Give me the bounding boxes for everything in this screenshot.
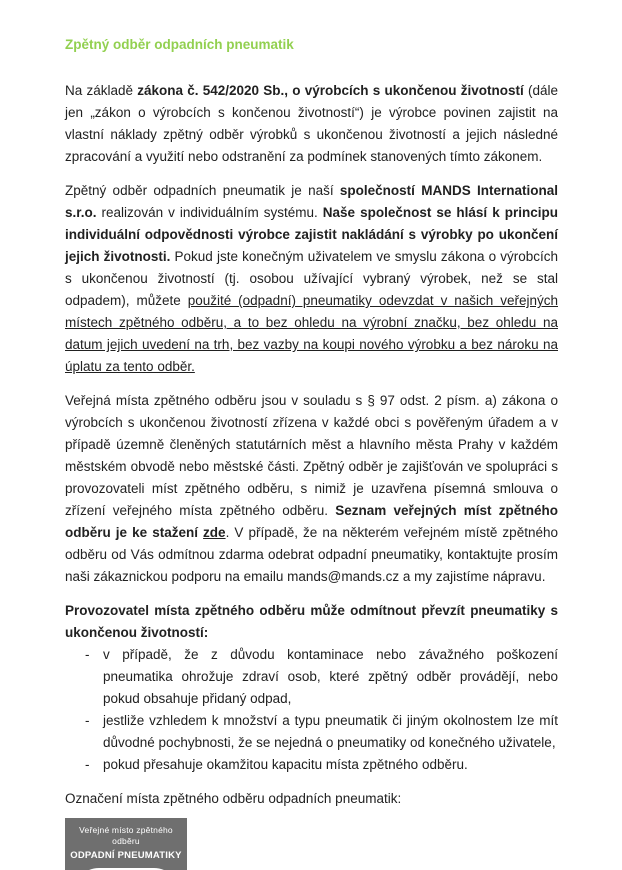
text-segment: použité (odpadní) pneumatiky odevzdat v našich veřejných místech zpětného odběru, a to bez ohledu na výrobní značku, bez ohledu na datum jejich uvedení na trh, bez vazby na koupi nového výrobku a bez nároku na úplatu za tento odběr.	[65, 293, 558, 374]
list-item-text: pokud přesahuje okamžitou kapacitu místa zpětného odběru.	[103, 757, 468, 772]
support-email-text: mands@mands.cz	[287, 569, 400, 584]
list-item-text: jestliže vzhledem k množství a typu pneumatik či jiným okolnostem lze mít důvodné pochybnosti, že se nejedná o pneumatiky od konečného uživatele,	[103, 713, 558, 750]
bullet-dash: -	[85, 713, 90, 728]
paragraph-law-basis	[65, 80, 558, 168]
text-segment: Na základě	[65, 83, 138, 98]
text-segment: Zpětný odběr odpadních pneumatik je naší	[65, 183, 340, 198]
bullet-dash: -	[85, 647, 90, 662]
bullet-dash: -	[85, 757, 90, 772]
text-segment: Provozovatel místa zpětného odběru může odmítnout převzít pneumatiky s ukončenou životností:	[65, 603, 558, 640]
sign-subtitle-line: ODPADNÍ PNEUMATIKY	[70, 850, 182, 861]
text-segment: Naše společnost se hlásí k principu individuální odpovědnosti výrobce zajistit nakládání s výrobky po ukončení jejich životnosti.	[65, 205, 558, 264]
text-segment: Seznam veřejných míst zpětného odběru je ke stažení	[65, 503, 558, 540]
list-item	[65, 754, 558, 776]
text-segment: Veřejná místa zpětného odběru jsou v souladu s § 97 odst. 2 písm. a) zákona o výrobcích s ukončenou životností zřízena v každé obci s pověřeným úřadem a v případě územně členěných statutárních měst a hlavního města Prahy v každém městském obvodě nebo městské části. Zpětný odběr je zajišťován ve spolupráci s provozovateli míst zpětného odběru, s nimiž je uzavřena písemná smlouva o zřízení veřejného místa zpětného odběru.	[65, 393, 558, 518]
list-item-text: v případě, že z důvodu kontaminace nebo závažného poškození pneumatika ohrožuje zdraví osob, které zpětný odběr provádějí, nebo pokud obsahuje přidaný odpad,	[103, 647, 558, 706]
zde-download-link[interactable]: zde	[203, 525, 226, 540]
text-segment: realizován v individuálním systému.	[96, 205, 323, 220]
document-title: Zpětný odběr odpadních pneumatik	[65, 37, 294, 52]
text-segment: společností MANDS International s.r.o.	[65, 183, 559, 220]
text-segment: Pokud jste konečným uživatelem ve smyslu zákona o výrobcích s ukončenou životností (tj. osobou užívající vybraný výrobek, než se stal odpadem), můžete	[65, 249, 559, 308]
text-segment: . V případě, že na některém veřejném místě zpětného odběru od Vás odmítnou zdarma odebrat odpadní pneumatiky, kontaktujte prosím naši zákaznickou podporu na emailu	[65, 525, 558, 584]
text-segment: zákona č. 542/2020 Sb., o výrobcích s ukončenou životností	[137, 83, 524, 98]
text-segment: a my zajistíme nápravu.	[399, 569, 546, 584]
refusal-reasons-list	[65, 644, 558, 776]
sign-title-line: Veřejné místo zpětného odběru	[79, 825, 173, 846]
list-item	[65, 710, 558, 754]
paragraph-individual-system	[65, 180, 558, 378]
text-segment: (dále jen „zákon o výrobcích s končenou životností“) je výrobce povinen zajistit na vlastní náklady zpětný odběr výrobků s ukončenou životností a jejich následné zpracování a využití nebo odstranění za podmínek stanovených tímto zákonem.	[65, 83, 559, 164]
collection-point-sign	[65, 818, 187, 870]
list-item	[65, 644, 558, 710]
paragraph-refusal-heading	[65, 600, 558, 644]
paragraph-public-collection-points	[65, 390, 558, 588]
sign-caption: Označení místa zpětného odběru odpadních pneumatik:	[65, 791, 402, 806]
